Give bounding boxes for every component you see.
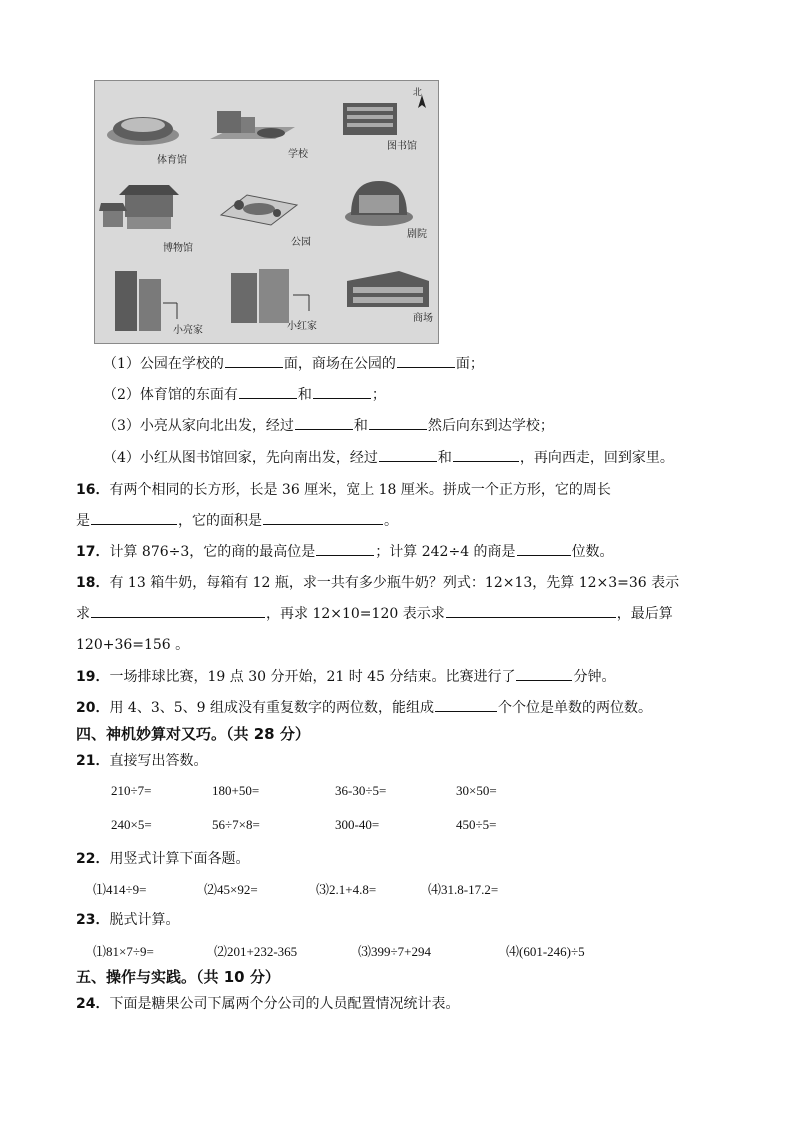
q21-item: 36-30÷5= <box>335 783 387 798</box>
answer-blank[interactable] <box>379 447 437 462</box>
library-building-icon <box>335 97 405 141</box>
q21-item: 180+50= <box>212 783 260 798</box>
school-building-icon <box>205 101 300 146</box>
map-figure <box>94 80 439 344</box>
answer-blank[interactable] <box>517 541 571 556</box>
q21-title: 21．直接写出答数。 <box>76 753 208 769</box>
q16-line2: 是 ，它的面积是 。 <box>76 510 398 530</box>
mall-building-icon <box>343 267 433 315</box>
answer-blank[interactable] <box>453 447 519 462</box>
q15-part4: （4）小红从图书馆回家，先向南出发，经过 和 ，再向西走，回到家里。 <box>103 447 674 467</box>
museum-building-icon <box>99 181 194 236</box>
answer-blank[interactable] <box>239 384 297 399</box>
q19: 19．一场排球比赛，19 点 30 分开始，21 时 45 分结束。比赛进行了 分钟。 <box>76 666 615 686</box>
gym-building-icon <box>103 109 183 149</box>
gym-label: 体育馆 <box>157 155 187 166</box>
q21-item: 56÷7×8= <box>212 817 260 832</box>
theater-building-icon <box>343 177 418 229</box>
q17: 17．计算 876÷3，它的商的最高位是 ；计算 242÷4 的商是 位数。 <box>76 541 614 561</box>
xiaoliang-home-label: 小亮家 <box>173 325 203 336</box>
q21-item: 300-40= <box>335 817 380 832</box>
q22-item: ⑴414÷9= <box>93 882 147 897</box>
q22-item: ⑶2.1+4.8= <box>316 882 377 897</box>
q23-title: 23．脱式计算。 <box>76 912 180 928</box>
answer-blank[interactable] <box>263 510 383 525</box>
q24-title: 24．下面是糖果公司下属两个分公司的人员配置情况统计表。 <box>76 996 460 1012</box>
q23-item: ⑵201+232-365 <box>214 944 298 959</box>
q22-item: ⑷31.8-17.2= <box>428 882 499 897</box>
q15-part3: （3）小亮从家向北出发，经过 和 然后向东到达学校； <box>103 415 554 435</box>
section-4-heading: 四、神机妙算对又巧。（共 28 分） <box>76 725 310 743</box>
park-label: 公园 <box>291 237 311 248</box>
park-icon <box>211 179 301 229</box>
section-5-heading: 五、操作与实践。（共 10 分） <box>76 968 280 986</box>
q22-title: 22．用竖式计算下面各题。 <box>76 851 250 867</box>
library-label: 图书馆 <box>387 141 417 152</box>
q16-line1: 16．有两个相同的长方形，长是 36 厘米，宽上 18 厘米。拼成一个正方形，它的周长 <box>76 482 611 498</box>
answer-blank[interactable] <box>313 384 371 399</box>
q18-line3: 120+36=156 。 <box>76 637 190 653</box>
answer-blank[interactable] <box>316 541 374 556</box>
answer-blank[interactable] <box>225 353 283 368</box>
q21-item: 240×5= <box>111 817 152 832</box>
q23-item: ⑴81×7÷9= <box>93 944 154 959</box>
q23-item: ⑷(601-246)÷5 <box>506 944 585 959</box>
answer-blank[interactable] <box>435 697 497 712</box>
q23-item: ⑶399÷7+294 <box>358 944 431 959</box>
q18-line2: 求 ，再求 12×10=120 表示求 ，最后算 <box>76 603 673 623</box>
answer-blank[interactable] <box>91 603 265 618</box>
xiaohong-home-label: 小红家 <box>287 321 317 332</box>
answer-blank[interactable] <box>446 603 616 618</box>
q22-item: ⑵45×92= <box>204 882 258 897</box>
answer-blank[interactable] <box>397 353 455 368</box>
answer-blank[interactable] <box>295 415 353 430</box>
mall-label: 商场 <box>413 313 433 324</box>
answer-blank[interactable] <box>369 415 427 430</box>
answer-blank[interactable] <box>91 510 177 525</box>
north-label: 北 <box>413 88 423 98</box>
museum-label: 博物馆 <box>163 243 193 254</box>
q15-part1: （1）公园在学校的 面，商场在公园的 面； <box>103 353 484 373</box>
q21-item: 210÷7= <box>111 783 152 798</box>
q21-item: 450÷5= <box>456 817 497 832</box>
xiaoliang-home-icon <box>111 267 181 333</box>
q18-line1: 18．有 13 箱牛奶，每箱有 12 瓶，求一共有多少瓶牛奶？列式：12×13，先算 12×3=36 表示 <box>76 575 680 591</box>
answer-blank[interactable] <box>516 666 572 681</box>
q20: 20．用 4、3、5、9 组成没有重复数字的两位数，能组成 个个位是单数的两位数。 <box>76 697 652 717</box>
north-arrow-icon <box>417 95 427 109</box>
theater-label: 剧院 <box>407 229 427 240</box>
q15-part2: （2）体育馆的东面有 和 ； <box>103 384 386 404</box>
school-label: 学校 <box>288 149 308 160</box>
q21-item: 30×50= <box>456 783 497 798</box>
